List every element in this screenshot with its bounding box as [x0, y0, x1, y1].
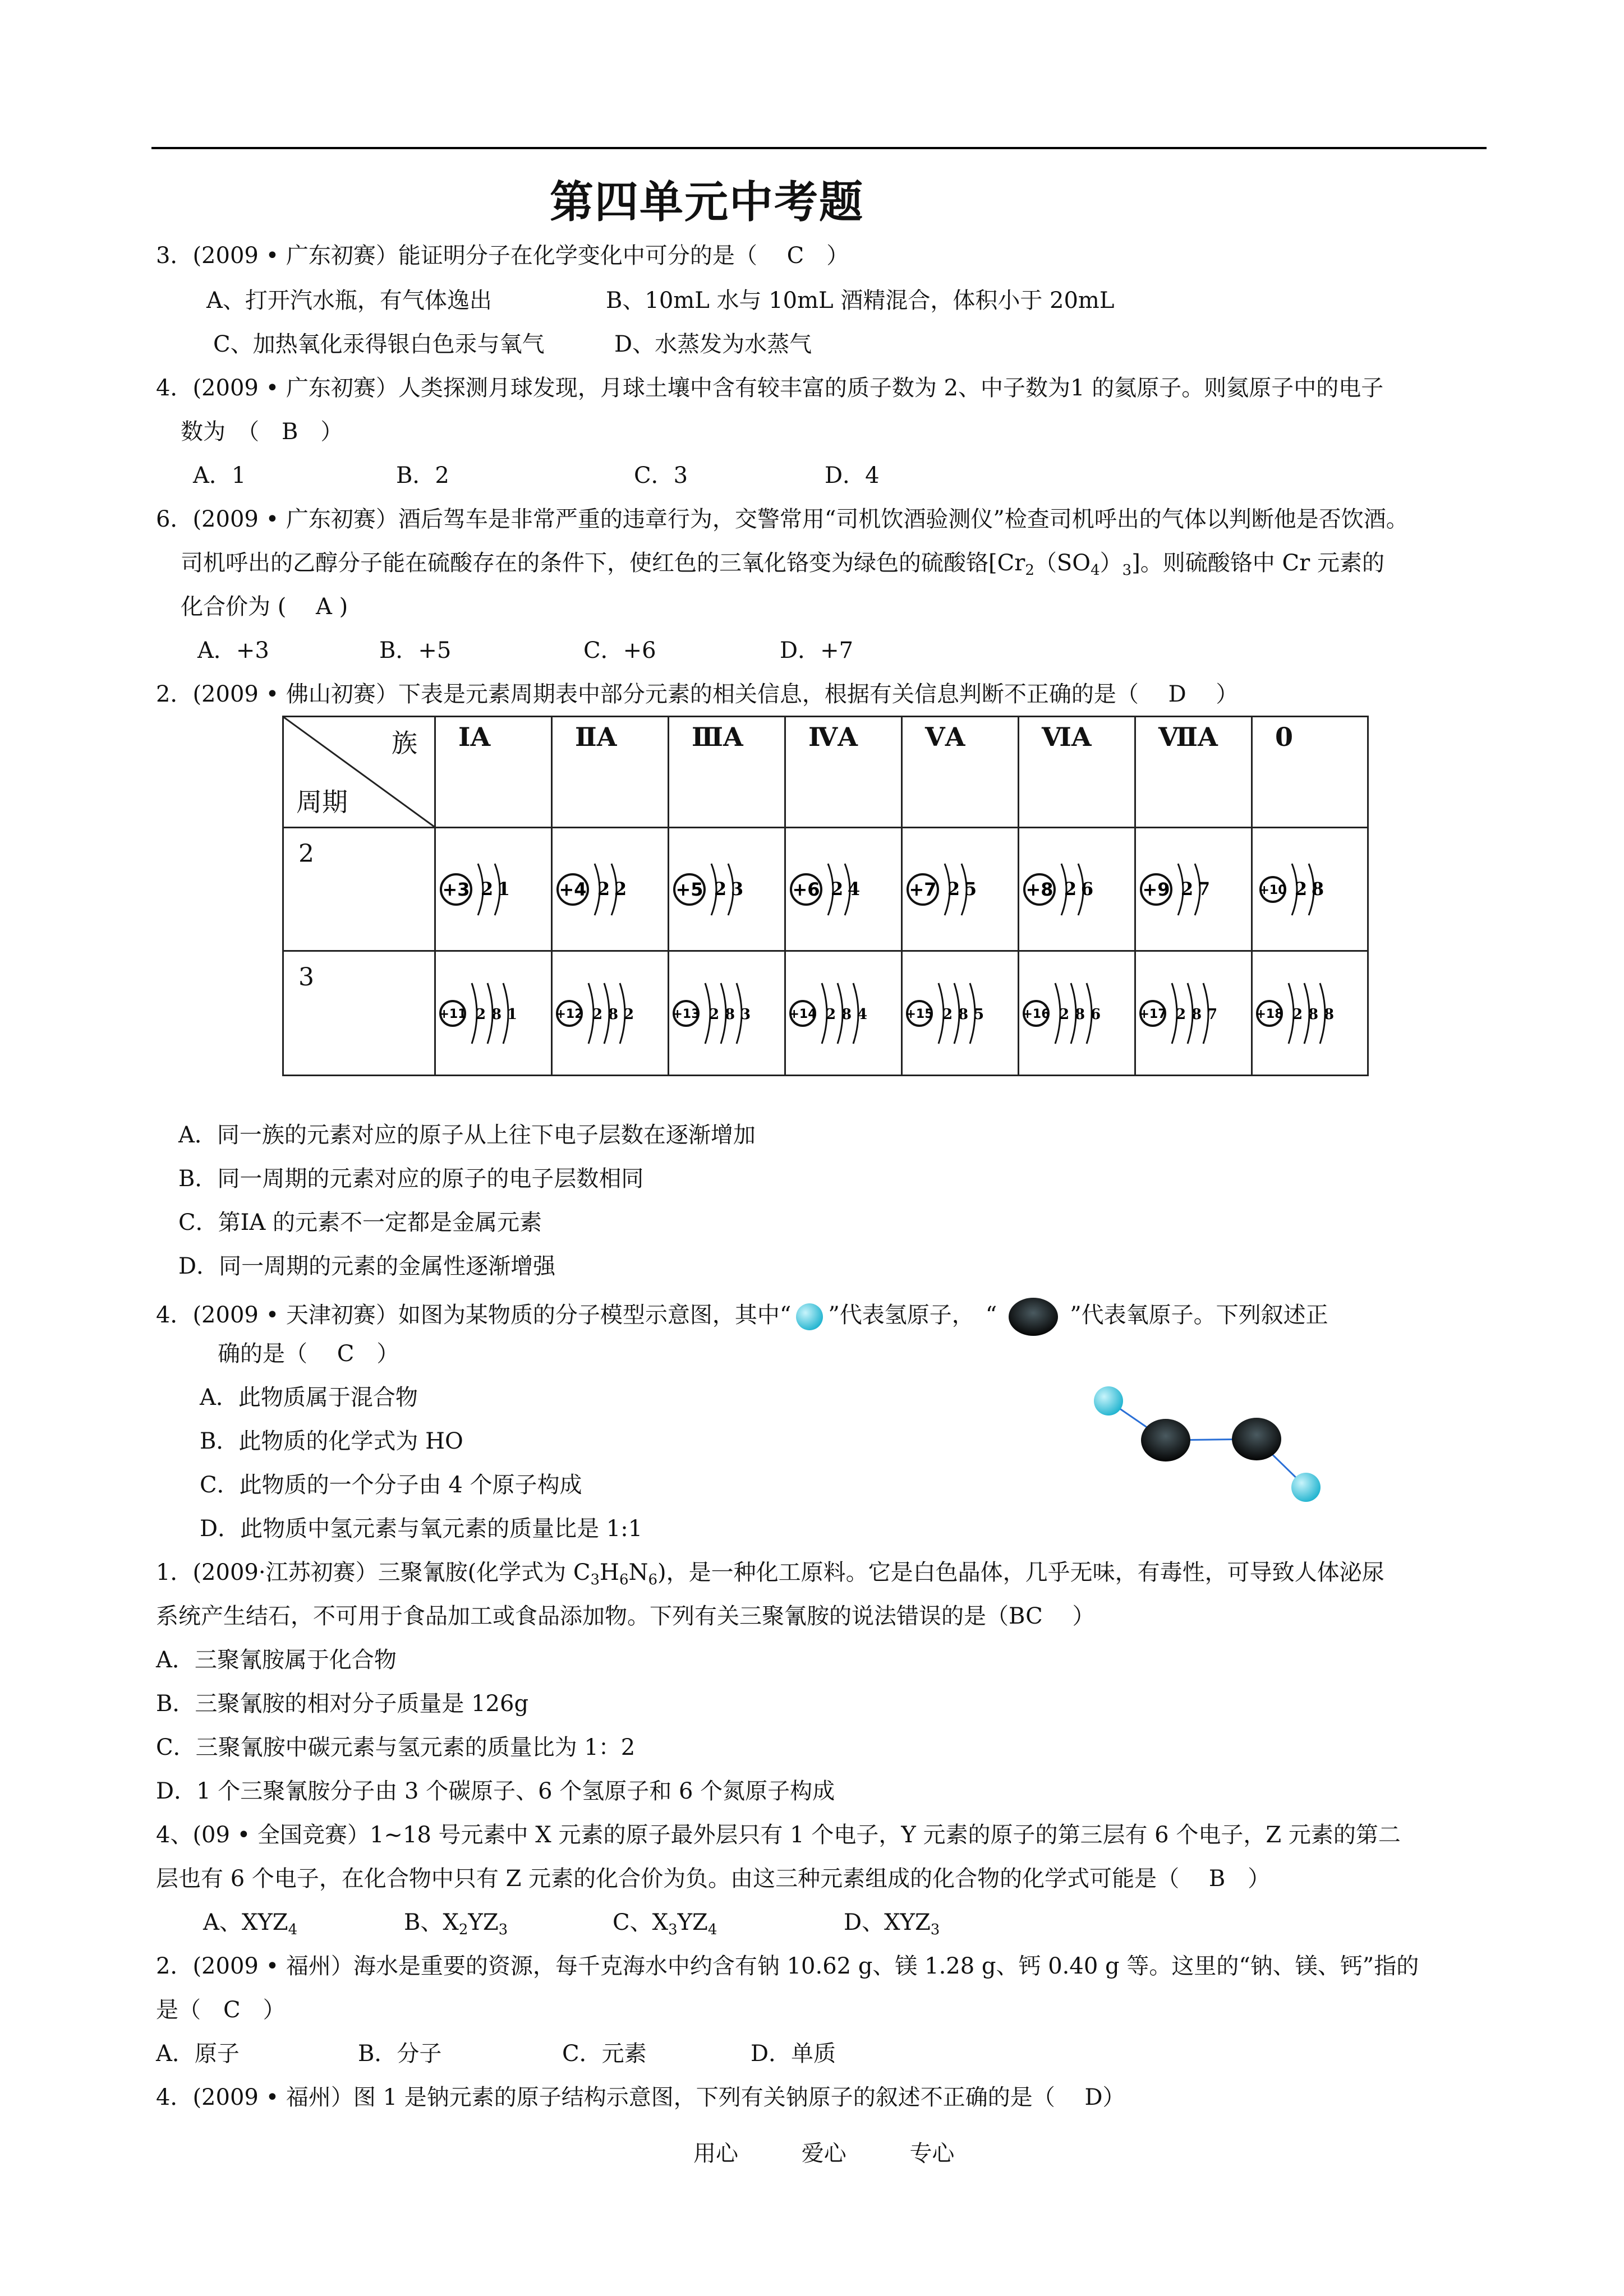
q3-stem-line1: 6．(2009 • 广东初赛）酒后驾车是非常严重的违章行为，交警常用“司机饮酒验测仪”检查司机呼出的气体以判断他是否饮酒。 [156, 506, 1409, 532]
atom-structure-diagram [553, 847, 642, 932]
nucleus-charge: +6 [792, 878, 820, 900]
element-cell [1135, 828, 1252, 951]
q7-a-text: A、XYZ [203, 1910, 288, 1935]
q6-option-b: B．三聚氰胺的相对分子质量是 126g [156, 1691, 529, 1717]
hydrogen-atom [1291, 1473, 1321, 1502]
electron-count: 2 [614, 878, 627, 900]
element-cell [669, 951, 785, 1076]
q2-stem-line2: 数为 （ B ） [181, 419, 343, 445]
electron-count: 2 [1292, 1006, 1303, 1023]
nucleus-charge: +15 [905, 1007, 933, 1021]
q1-option-c: C、加热氧化汞得银白色汞与氧气 [213, 331, 545, 357]
atom-structure-diagram [903, 971, 992, 1055]
nucleus-charge: +3 [442, 878, 470, 900]
element-cell [785, 828, 902, 951]
footer-text: 爱心 [801, 2141, 846, 2166]
q3-option-d: D．+7 [780, 638, 854, 663]
oxygen-atom [1232, 1418, 1281, 1460]
footer-text: 专心 [909, 2141, 955, 2166]
nucleus-charge: +17 [1139, 1007, 1167, 1021]
q8-stem-line1: 2．(2009 • 福州）海水是重要的资源，每千克海水中约含有钠 10.62 g、镁 1.28 g、钙 0.40 g 等。这里的“钠、镁、钙”指的 [156, 1953, 1419, 1979]
q7-d-text: D、XYZ [844, 1910, 931, 1935]
electron-count: 5 [964, 878, 977, 900]
atom-structure-diagram [669, 847, 759, 932]
electron-count: 8 [1074, 1006, 1085, 1023]
electron-count: 2 [830, 878, 844, 900]
q4-option-a: A．同一族的元素对应的原子从上往下电子层数在逐渐增加 [178, 1122, 756, 1148]
nucleus-charge: +18 [1255, 1007, 1283, 1021]
header-rule [151, 147, 1487, 149]
electron-count: 8 [841, 1006, 852, 1023]
oxygen-atom [1141, 1419, 1190, 1461]
q7-b-sub1: 2 [458, 1921, 468, 1938]
corner-period-label: 周期 [296, 787, 348, 817]
electron-count: 3 [730, 878, 744, 900]
hydrogen-atom [1094, 1386, 1123, 1416]
element-cell [435, 828, 552, 951]
electron-count: 6 [1090, 1006, 1101, 1023]
q2-option-b: B．2 [396, 463, 449, 488]
page-title: 第四单元中考题 [550, 177, 864, 228]
q7-b-sub2: 3 [498, 1921, 508, 1938]
page-footer [693, 2136, 1010, 2168]
q8-option-a: A．原子 [156, 2041, 240, 2067]
atom-structure-diagram [903, 847, 992, 932]
q1-option-d: D、水蒸发为水蒸气 [614, 331, 812, 357]
q5-text-b: ”代表氢原子， “ [828, 1302, 997, 1328]
q6-sub-b: 3 [590, 1571, 600, 1588]
q4-stem: 2．(2009 • 佛山初赛）下表是元素周期表中部分元素的相关信息，根据有关信息判断不正确的是（ D ） [156, 681, 1239, 707]
electron-count: 2 [942, 1006, 953, 1023]
electron-count: 8 [1311, 878, 1324, 900]
q3-option-a: A．+3 [197, 638, 269, 663]
electron-count: 2 [947, 878, 960, 900]
q1-stem: 3．(2009 • 广东初赛）能证明分子在化学变化中可分的是（ C ） [156, 243, 849, 269]
element-cell [1019, 951, 1135, 1076]
group-header: ⅤA [902, 717, 1019, 828]
group-header: ⅡA [552, 717, 669, 828]
atom-structure-diagram [436, 971, 526, 1055]
q1-option-b: B、10mL 水与 10mL 酒精混合，体积小于 20mL [606, 288, 1115, 313]
nucleus-charge: +7 [909, 878, 937, 900]
q7-a-sub: 4 [288, 1921, 298, 1938]
q5-option-b: B．此物质的化学式为 HO [200, 1428, 463, 1454]
electron-count: 7 [1207, 1006, 1218, 1023]
element-cell [902, 951, 1019, 1076]
q5-stem-line2: 确的是（ C ） [218, 1341, 399, 1367]
molecule-model-diagram [1083, 1368, 1329, 1514]
q6-text-g: )，是一种化工原料。它是白色晶体，几乎无味，有毒性，可导致人体泌尿 [657, 1560, 1384, 1585]
q6-stem-line2: 系统产生结石，不可用于食品加工或食品添加物。下列有关三聚氰胺的说法错误的是（BC ） [156, 1603, 1095, 1629]
q2-stem-line1: 4．(2009 • 广东初赛）人类探测月球发现，月球土壤中含有较丰富的质子数为 2、中子数为1 的氦原子。则氦原子中的电子 [156, 375, 1384, 401]
q2-option-a: A．1 [193, 463, 246, 488]
element-cell [902, 828, 1019, 951]
q6-option-a: A．三聚氰胺属于化合物 [156, 1647, 397, 1673]
q7-option-d [844, 1908, 940, 1937]
electron-count: 8 [1323, 1006, 1335, 1023]
electron-count: 2 [1180, 878, 1194, 900]
q2-option-d: D．4 [825, 463, 880, 488]
group-header: ⅦA [1135, 717, 1252, 828]
q4-option-d: D．同一周期的元素的金属性逐渐增强 [178, 1253, 556, 1279]
q7-c-text: C、X [613, 1910, 669, 1935]
q6-stem-line1 [156, 1558, 1384, 1587]
element-cell [1252, 828, 1368, 951]
q7-option-b [404, 1908, 508, 1937]
electron-count: 2 [825, 1006, 836, 1023]
q3-stem-line2 [181, 548, 1384, 578]
group-header: ⅣA [785, 717, 902, 828]
group-header: ⅠA [435, 717, 552, 828]
q5-option-c: C．此物质的一个分子由 4 个原子构成 [200, 1472, 582, 1498]
electron-count: 5 [973, 1006, 984, 1023]
element-cell [1252, 951, 1368, 1076]
element-cell [1019, 828, 1135, 951]
electron-count: 2 [1294, 878, 1308, 900]
q3-option-b: B．+5 [379, 638, 452, 663]
nucleus-charge: +11 [439, 1007, 467, 1021]
oxygen-atom-icon [997, 1295, 1070, 1336]
electron-count: 2 [1064, 878, 1077, 900]
q7-stem-line2: 层也有 6 个电子，在化合物中只有 Z 元素的化合价为负。由这三种元素组成的化合物的化学式可能是（ B ） [156, 1866, 1271, 1892]
q5-option-a: A．此物质属于混合物 [200, 1385, 418, 1410]
q5-text-c: ”代表氧原子。下列叙述正 [1070, 1302, 1328, 1328]
q7-c-mid: YZ [677, 1910, 708, 1935]
element-cell [435, 951, 552, 1076]
nucleus-charge: +5 [675, 878, 703, 900]
q8-option-d: D．单质 [751, 2041, 836, 2067]
atom-structure-diagram [1253, 971, 1342, 1055]
q8-stem-line2: 是（ C ） [156, 1997, 286, 2023]
atom-structure-diagram [1136, 847, 1226, 932]
q8-option-b: B．分子 [358, 2041, 442, 2067]
q7-b-text: B、X [404, 1910, 459, 1935]
q7-b-mid: YZ [468, 1910, 499, 1935]
q7-c-sub2: 4 [707, 1921, 717, 1938]
electron-count: 8 [1308, 1006, 1319, 1023]
hydrogen-atom-icon [791, 1301, 828, 1330]
q3-sub-d: 4 [1091, 562, 1100, 579]
electron-count: 2 [480, 878, 494, 900]
atom-structure-diagram [669, 971, 759, 1055]
q3-text-a: 司机呼出的乙醇分子能在硫酸存在的条件下，使红色的三氧化铬变为绿色的硫酸铬[Cr [181, 550, 1025, 576]
group-header: ⅥA [1019, 717, 1135, 828]
electron-count: 2 [592, 1006, 603, 1023]
nucleus-charge: +14 [789, 1007, 817, 1021]
nucleus-charge: +16 [1022, 1007, 1050, 1021]
electron-count: 4 [857, 1006, 868, 1023]
atom-structure-diagram [1136, 971, 1226, 1055]
atom-structure-diagram [786, 847, 876, 932]
periodic-table [282, 716, 1369, 1076]
q5-stem-line1 [156, 1295, 1328, 1336]
q4-option-c: C．第IA 的元素不一定都是金属元素 [178, 1210, 542, 1235]
electron-count: 8 [491, 1006, 502, 1023]
element-cell [785, 951, 902, 1076]
atom-structure-diagram [436, 847, 526, 932]
group-header: 0 [1252, 717, 1368, 828]
q6-sub-f: 6 [648, 1571, 658, 1588]
electron-count: 2 [623, 1006, 634, 1023]
q2-option-c: C．3 [634, 463, 688, 488]
q6-text-e: N [628, 1560, 648, 1585]
q4-option-b: B．同一周期的元素对应的原子的电子层数相同 [178, 1166, 644, 1192]
element-cell [552, 828, 669, 951]
q3-sub-f: 3 [1122, 562, 1132, 579]
atom-structure-diagram [553, 971, 642, 1055]
electron-count: 8 [724, 1006, 735, 1023]
electron-count: 2 [597, 878, 610, 900]
atom-structure-diagram [786, 971, 876, 1055]
electron-count: 3 [740, 1006, 751, 1023]
q3-sub-b: 2 [1025, 562, 1034, 579]
footer-text: 用心 [693, 2141, 738, 2166]
q7-d-sub: 3 [930, 1921, 940, 1938]
q6-option-d: D．1 个三聚氰胺分子由 3 个碳原子、6 个氢原子和 6 个氮原子构成 [156, 1778, 835, 1804]
electron-count: 8 [1191, 1006, 1202, 1023]
electron-count: 1 [507, 1006, 518, 1023]
q7-c-sub1: 3 [668, 1921, 678, 1938]
electron-count: 2 [1059, 1006, 1070, 1023]
q7-option-a [203, 1908, 297, 1937]
element-cell [669, 828, 785, 951]
q3-text-g: ]。则硫酸铬中 Cr 元素的 [1131, 550, 1384, 576]
q3-text-c: （SO [1034, 550, 1091, 576]
q9-stem: 4．(2009 • 福州）图 1 是钠元素的原子结构示意图，下列有关钠原子的叙述不正确的是（ D） [156, 2085, 1125, 2110]
nucleus-charge: +13 [672, 1007, 700, 1021]
corner-group-label: 族 [392, 728, 417, 758]
period-2-label: 2 [283, 828, 435, 951]
electron-count: 8 [958, 1006, 969, 1023]
nucleus-charge: +4 [559, 878, 587, 900]
q6-text-a: 1．(2009·江苏初赛）三聚氰胺(化学式为 C [156, 1560, 591, 1585]
electron-count: 8 [608, 1006, 619, 1023]
electron-count: 2 [1175, 1006, 1186, 1023]
electron-count: 4 [847, 878, 861, 900]
electron-count: 1 [497, 878, 510, 900]
q7-stem-line1: 4、(09 • 全国竞赛）1~18 号元素中 X 元素的原子最外层只有 1 个电子，Y 元素的原子的第三层有 6 个电子，Z 元素的第二 [156, 1822, 1401, 1848]
q3-text-e: ） [1099, 550, 1122, 576]
q6-text-c: H [600, 1560, 619, 1585]
q5-text-a: 4．(2009 • 天津初赛）如图为某物质的分子模型示意图，其中“ [156, 1302, 792, 1328]
nucleus-charge: +10 [1259, 883, 1287, 897]
atom-structure-diagram [1253, 847, 1342, 932]
electron-count: 6 [1080, 878, 1094, 900]
table-corner [283, 717, 435, 828]
q7-option-c [613, 1908, 717, 1937]
q3-option-c: C．+6 [583, 638, 656, 663]
nucleus-charge: +9 [1142, 878, 1170, 900]
element-cell [1135, 951, 1252, 1076]
electron-count: 2 [714, 878, 727, 900]
q8-option-c: C．元素 [562, 2041, 647, 2067]
electron-count: 2 [709, 1006, 720, 1023]
q3-stem-line3: 化合价为 ( A ) [181, 594, 348, 620]
atom-structure-diagram [1019, 847, 1109, 932]
q1-option-a: A、打开汽水瓶，有气体逸出 [206, 288, 492, 313]
group-header: ⅢA [669, 717, 785, 828]
element-cell [552, 951, 669, 1076]
q6-option-c: C．三聚氰胺中碳元素与氢元素的质量比为 1：2 [156, 1735, 636, 1760]
period-3-label: 3 [283, 951, 435, 1076]
q5-option-d: D．此物质中氢元素与氧元素的质量比是 1:1 [200, 1516, 643, 1542]
electron-count: 2 [475, 1006, 486, 1023]
q6-sub-d: 6 [619, 1571, 629, 1588]
nucleus-charge: +8 [1025, 878, 1053, 900]
atom-structure-diagram [1019, 971, 1109, 1055]
nucleus-charge: +12 [555, 1007, 583, 1021]
electron-count: 7 [1197, 878, 1211, 900]
